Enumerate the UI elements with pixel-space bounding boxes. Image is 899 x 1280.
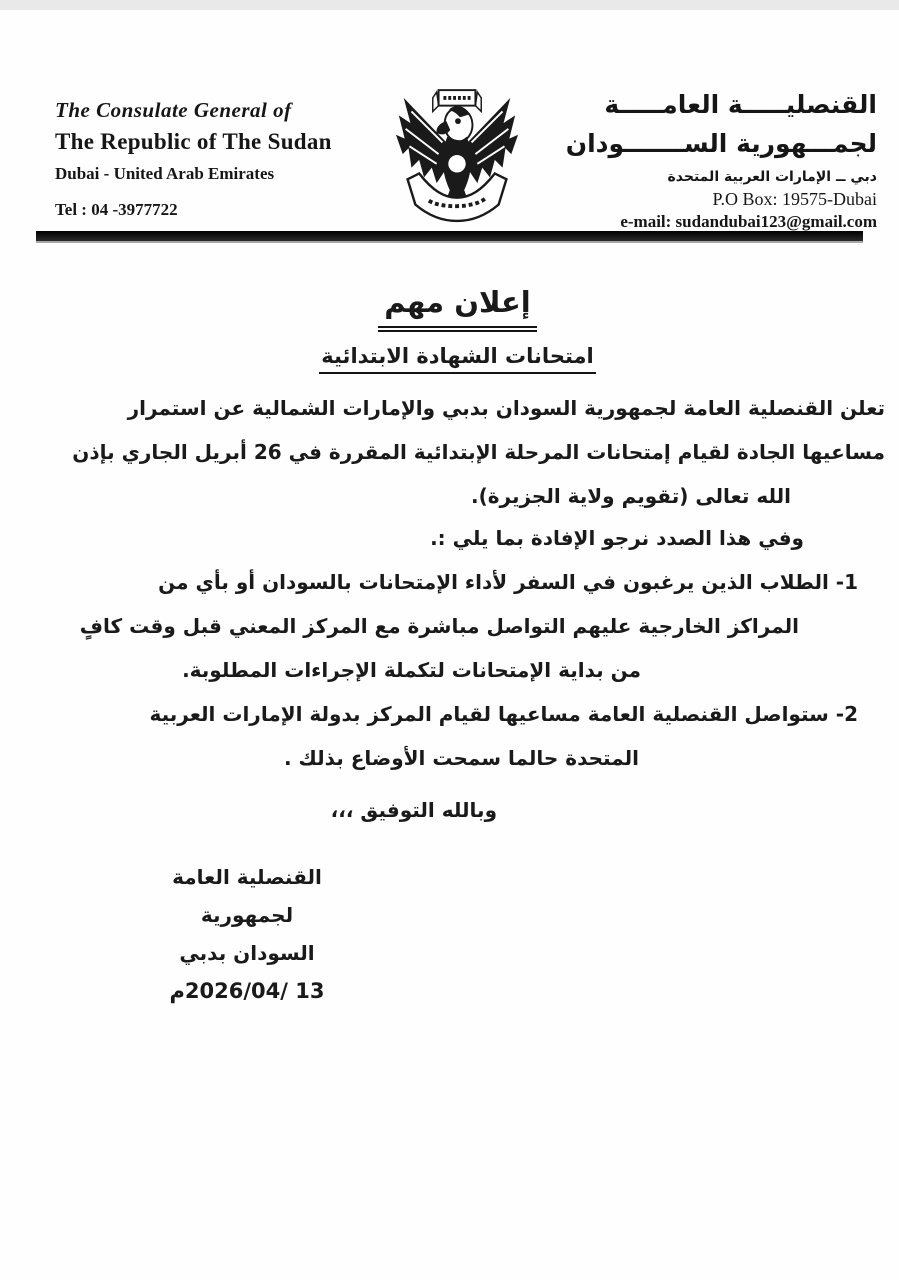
letterhead-english: [55, 98, 332, 220]
announcement-body: [0, 285, 899, 1010]
item2-line2: المتحدة حالما سمحت الأوضاع بذلك .: [283, 746, 639, 770]
letterhead-arabic: [566, 88, 877, 233]
scan-edge-artifact: [0, 0, 899, 10]
telephone-number: Tel : 04 -3977722: [55, 200, 178, 219]
consulate-location-arabic: دبي ــ الإمارات العربية المتحدة: [667, 169, 877, 185]
announcement-subtitle: امتحانات الشهادة الابتدائية: [319, 344, 595, 374]
signature-line2: السودان بدبي: [179, 941, 315, 965]
signature-date-suffix: م: [169, 979, 185, 1003]
paragraph1-line1: تعلن القنصلية العامة لجمهورية السودان بدبي والإمارات الشمالية عن استمرار: [127, 396, 885, 420]
title-row: [30, 285, 885, 332]
consulate-name-arabic-line2: لجمـــهورية الســـــــودان: [565, 129, 877, 158]
sudan-coat-of-arms-icon: [394, 84, 520, 230]
signature-date-digits: 2026/04/ 13: [184, 979, 325, 1003]
signature-line1: القنصلية العامة لجمهورية: [172, 865, 322, 927]
subtitle-row: [30, 344, 885, 374]
consulate-location-english: Dubai - United Arab Emirates: [55, 164, 275, 183]
consulate-name-english-line1: The Consulate General of: [55, 98, 292, 122]
consulate-name-arabic-line1: القنصليـــــة العامـــــة: [604, 90, 877, 119]
email-address: e-mail: sudandubai123@gmail.com: [620, 212, 877, 231]
consulate-name-english-line2: The Republic of The Sudan: [55, 129, 332, 154]
po-box: P.O Box: 19575-Dubai: [712, 189, 877, 209]
item1-line2: المراكز الخارجية عليهم التواصل مباشرة مع المركز المعني قبل وقت كافٍ: [79, 614, 799, 638]
item1-line3: من بداية الإمتحانات لتكملة الإجراءات المطلوبة.: [182, 658, 641, 682]
signature-date: [141, 972, 353, 1010]
paragraph1-line2: مساعيها الجادة لقيام إمتحانات المرحلة الإبتدائية المقررة في 26 أبريل الجاري بإذن: [72, 440, 885, 464]
item1-line1: 1- الطلاب الذين يرغبون في السفر لأداء الإمتحانات بالسودان أو بأي من: [158, 570, 858, 594]
letterhead: [0, 10, 899, 231]
signature-block: [141, 858, 353, 1010]
paragraph1-line3: الله تعالى (تقويم ولاية الجزيرة).: [470, 484, 791, 508]
item2-line1: 2- ستواصل القنصلية العامة مساعيها لقيام المركز بدولة الإمارات العربية: [149, 702, 858, 726]
announcement-title: إعلان مهم: [378, 285, 536, 332]
closing-blessing: وبالله التوفيق ،،،: [330, 798, 497, 822]
lead-in-line: وفي هذا الصدد نرجو الإفادة بما يلي :.: [430, 526, 804, 550]
